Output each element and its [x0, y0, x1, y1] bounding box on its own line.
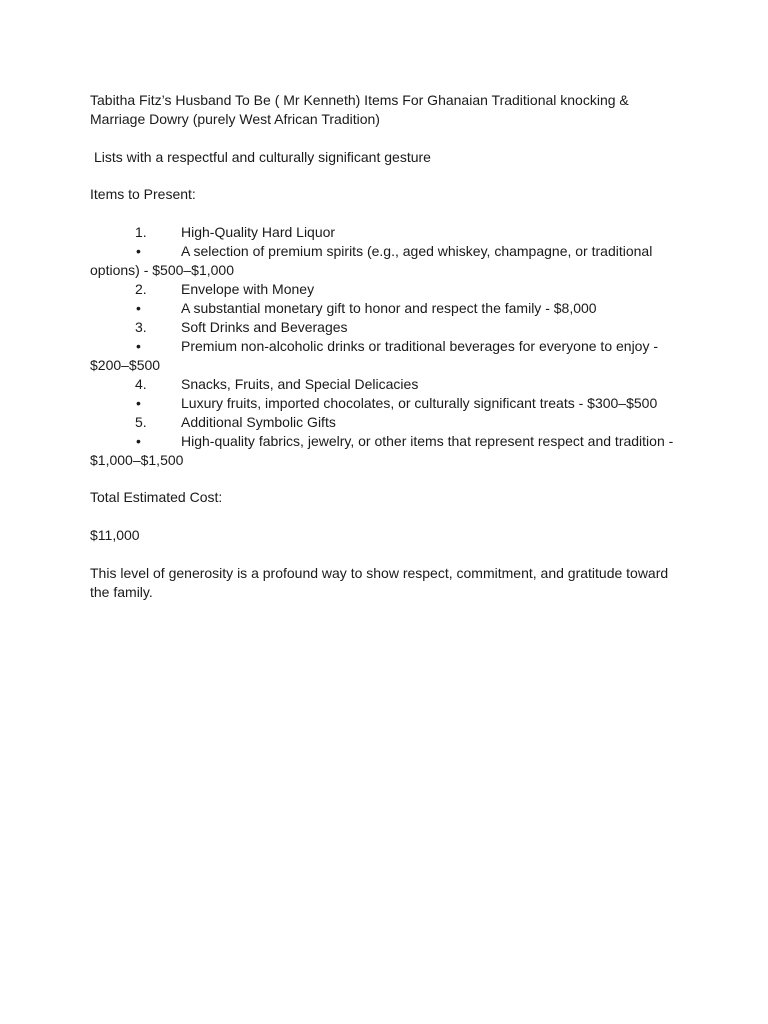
- item-name: High-Quality Hard Liquor: [181, 224, 336, 240]
- bullet-icon: •: [136, 433, 141, 449]
- bullet-icon: •: [136, 395, 141, 411]
- item-name: Envelope with Money: [181, 281, 315, 297]
- document-body: [90, 91, 680, 602]
- item-detail: [90, 432, 680, 451]
- items-list: [90, 223, 680, 470]
- item-name: Additional Symbolic Gifts: [181, 414, 336, 430]
- item-detail-text: A substantial monetary gift to honor and respect the family - $8,000: [181, 300, 597, 316]
- closing-text: This level of generosity is a profound way to show respect, commitment, and gratitude toward the family.: [90, 565, 669, 600]
- item-detail-text: Luxury fruits, imported chocolates, or culturally significant treats - $300–$500: [181, 395, 658, 411]
- item-detail-text: High-quality fabrics, jewelry, or other items that represent respect and tradition -: [181, 433, 674, 449]
- list-item: [90, 318, 680, 337]
- bullet-icon: •: [136, 300, 141, 316]
- item-number: 3.: [135, 319, 147, 335]
- item-number: 4.: [135, 376, 147, 392]
- item-number: 5.: [135, 414, 147, 430]
- items-heading: Items to Present:: [90, 186, 196, 202]
- item-name: Soft Drinks and Beverages: [181, 319, 348, 335]
- item-number: 2.: [135, 281, 147, 297]
- total-heading: Total Estimated Cost:: [90, 489, 223, 505]
- item-name: Snacks, Fruits, and Special Delicacies: [181, 376, 419, 392]
- bullet-icon: •: [136, 338, 141, 354]
- item-detail-wrap: options) - $500–$1,000: [90, 262, 234, 278]
- document-title: Tabitha Fitz’s Husband To Be ( Mr Kenneth) Items For Ghanaian Traditional knocking & Marriage Dowry (purely West African Tradition): [90, 92, 629, 127]
- list-item: [90, 375, 680, 394]
- item-detail-text: Premium non-alcoholic drinks or traditional beverages for everyone to enjoy -: [181, 338, 659, 354]
- item-detail: [90, 394, 680, 413]
- intro-text: Lists with a respectful and culturally significant gesture: [94, 149, 431, 165]
- item-detail-text: A selection of premium spirits (e.g., aged whiskey, champagne, or traditional: [181, 243, 653, 259]
- total-value: $11,000: [90, 527, 140, 543]
- item-detail-wrap: $1,000–$1,500: [90, 452, 184, 468]
- list-item: [90, 413, 680, 432]
- list-item: [90, 223, 680, 242]
- item-detail: [90, 299, 680, 318]
- list-item: [90, 280, 680, 299]
- bullet-icon: •: [136, 243, 141, 259]
- item-number: 1.: [135, 224, 147, 240]
- item-detail-wrap: $200–$500: [90, 357, 161, 373]
- item-detail: [90, 242, 680, 261]
- item-detail: [90, 337, 680, 356]
